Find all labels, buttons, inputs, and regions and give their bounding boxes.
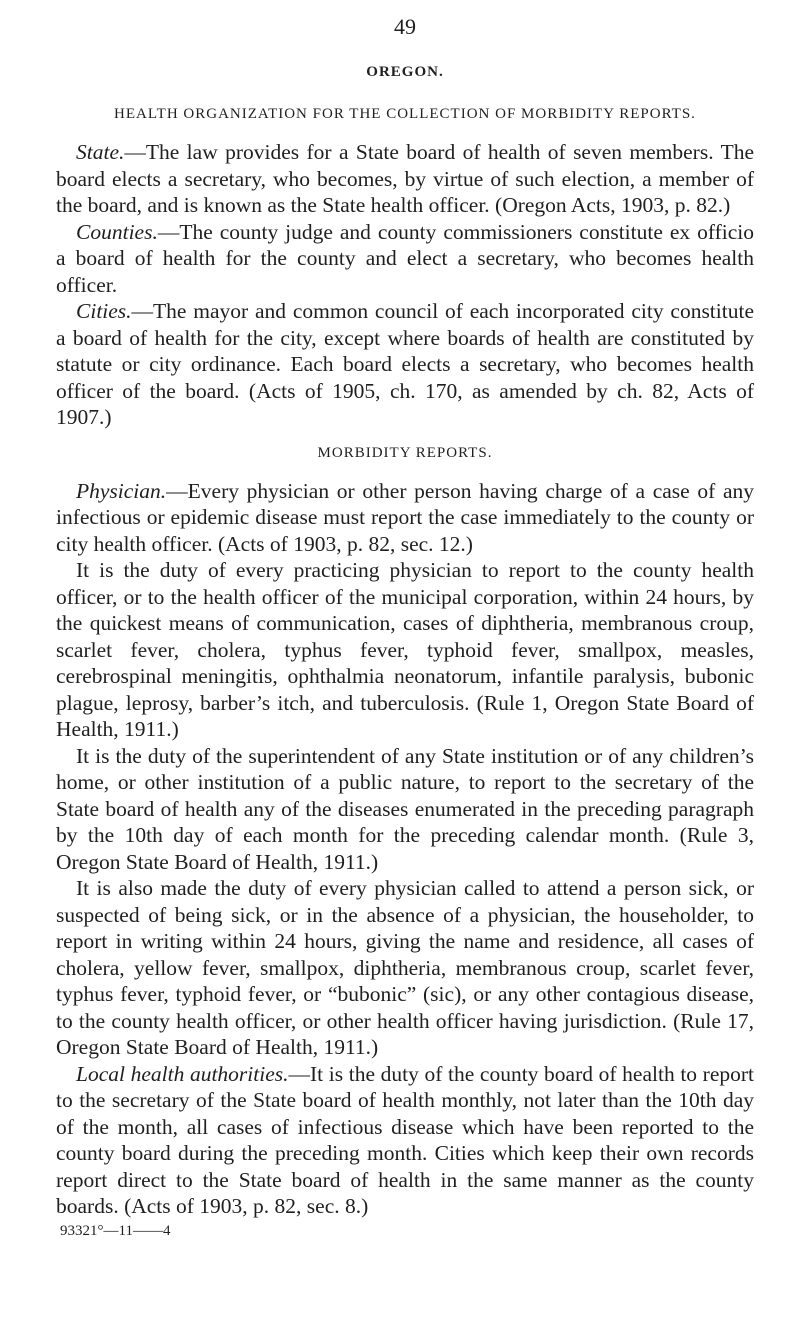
body-local-health: —It is the duty of the county board of health to report to the secretary of the State board of health monthly, not later than the 10th day of the month, all cases of infectious disease which have been reported to the county board during the preceding month. Cities which keep their own records report direct to the State board of health in the same manner as the county boards. (Acts of 1903, p. 82, sec. 8.) <box>56 1061 754 1218</box>
body-rule-17: It is also made the duty of every physician called to attend a person sick, or suspected of being sick, or in the absence of a physician, the householder, to report in writing within 24 hours, giving the name and residence, all cases of cholera, yellow fever, smallpox, diphtheria, membranous croup, scarlet fever, typhus fever, typhoid fever, or “bubonic” (sic), or any other contagious disease, to the county health officer, or other health officer having jurisdiction. (Rule 17, Oregon State Board of Health, 1911.) <box>56 876 754 1059</box>
lead-state: State. <box>76 140 125 164</box>
paragraph-counties <box>56 219 754 299</box>
paragraph-rule-3 <box>56 743 754 876</box>
paragraph-rule-17 <box>56 875 754 1061</box>
paragraph-cities <box>56 298 754 431</box>
body-rule-1: It is the duty of every practicing physician to report to the county health officer, or to the health officer of the municipal corporation, within 24 hours, by the quickest means of communication, cases of diphtheria, membranous croup, scarlet fever, cholera, typhus fever, typhoid fever, smallpox, measles, cerebrospinal meningitis, ophthalmia neonatorum, infantile paralysis, bubonic plague, leprosy, barber’s itch, and tuberculosis. (Rule 1, Oregon State Board of Health, 1911.) <box>56 558 754 741</box>
body-physician: —Every physician or other person having charge of a case of any infectious or epidemic disease must report the case immediately to the county or city health officer. (Acts of 1903, p. 82, sec. 12.) <box>56 478 754 556</box>
paragraph-state <box>56 139 754 219</box>
paragraph-rule-1 <box>56 557 754 743</box>
body-cities: —The mayor and common council of each incorporated city constitute a board of health for the city, except where boards of health are constituted by statute or city ordinance. Each board elects a secretary, who becomes health officer of the board. (Acts of 1905, ch. 170, as amended by ch. 82, Acts of 1907.) <box>56 299 754 429</box>
paragraph-local-health <box>56 1061 754 1220</box>
lead-local-health: Local health authorities. <box>76 1061 289 1086</box>
paragraph-physician <box>56 478 754 558</box>
body-rule-3: It is the duty of the superintendent of any State institution or of any children’s home, or other institution of a public nature, to report to the secretary of the State board of health any of the diseases enumerated in the preceding paragraph by the 10th day of each month for the preceding calendar month. (Rule 3, Oregon State Board of Health, 1911.) <box>56 743 754 874</box>
page-number: 49 <box>394 14 416 39</box>
lead-counties: Counties. <box>76 219 158 244</box>
body-counties: —The county judge and county commissioners constitute ex officio a board of health for the county and elect a secretary, who becomes health officer. <box>56 219 754 297</box>
body-state: —The law provides for a State board of health of seven members. The board elects a secretary, who becomes, by virtue of such election, a member of the board, and is known as the State health officer. (Oregon Acts, 1903, p. 82.) <box>56 140 754 217</box>
footer-signature: 93321°—11——4 <box>60 1222 171 1239</box>
lead-physician: Physician. <box>76 478 167 503</box>
state-heading: OREGON. <box>366 64 444 80</box>
section-heading-health-organization: HEALTH ORGANIZATION FOR THE COLLECTION OF MORBIDITY REPORTS. <box>114 106 696 122</box>
section-heading-morbidity-reports: MORBIDITY REPORTS. <box>317 444 493 461</box>
lead-cities: Cities. <box>76 299 132 323</box>
